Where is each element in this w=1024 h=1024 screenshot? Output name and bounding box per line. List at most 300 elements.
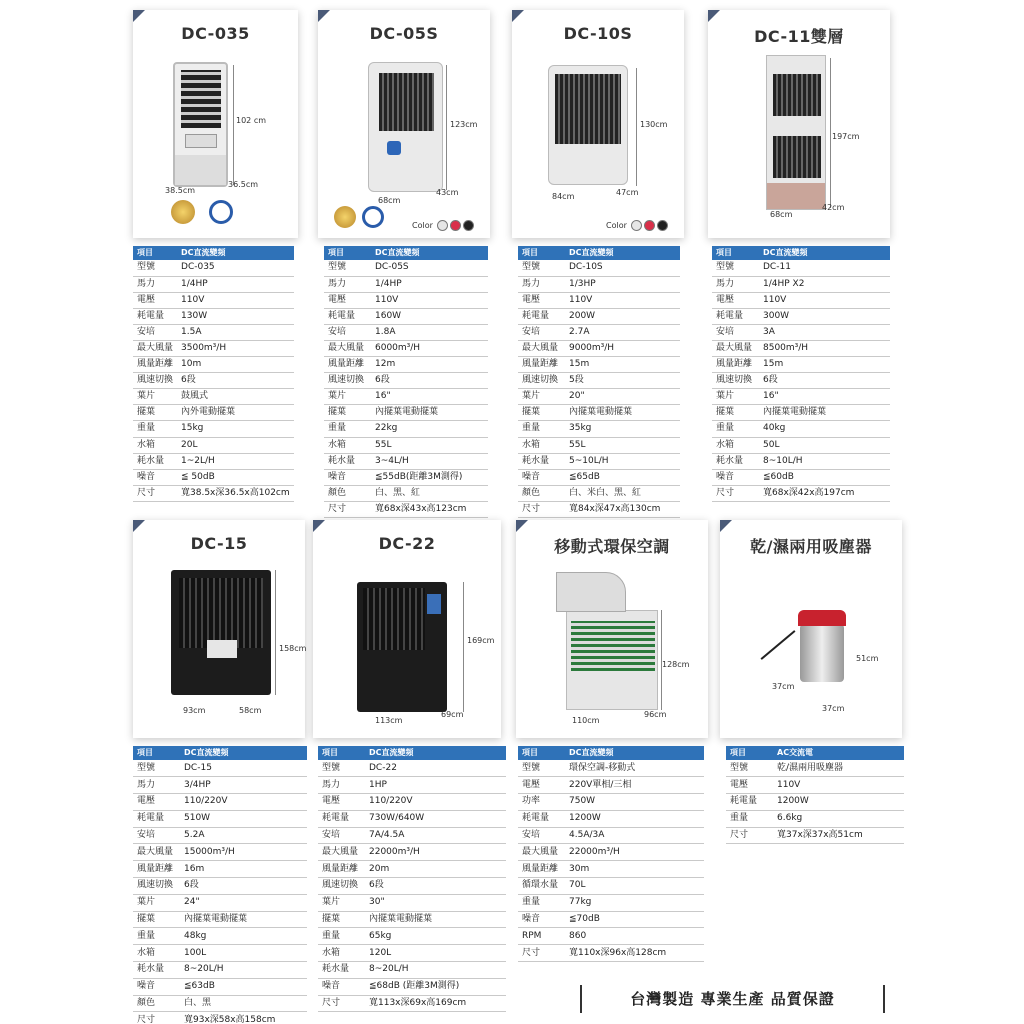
- spec-value: ≦63dB: [180, 978, 307, 995]
- spec-key: 耗電量: [518, 810, 565, 827]
- spec-key: 馬力: [324, 276, 371, 292]
- spec-row: [518, 777, 704, 794]
- spec-key: 安培: [133, 324, 177, 340]
- spec-value: 鼓風式: [177, 389, 294, 405]
- spec-value: 3A: [759, 324, 890, 340]
- spec-row: [518, 911, 704, 928]
- spec-key: 電壓: [324, 292, 371, 308]
- spec-key: 風量距離: [324, 357, 371, 373]
- header-item: 項目: [133, 246, 177, 260]
- spec-key: 耗水量: [518, 453, 565, 469]
- spec-table: [324, 246, 488, 518]
- spec-value: 70L: [565, 878, 704, 895]
- color-swatch-black: [463, 220, 474, 231]
- spec-row: [518, 453, 680, 469]
- spec-key: 風量距離: [518, 357, 565, 373]
- header-type: DC直流變頻: [759, 246, 890, 260]
- spec-key: 馬力: [518, 276, 565, 292]
- corner-mark: [708, 10, 720, 22]
- spec-value: 寬113x深69x高169cm: [365, 995, 506, 1012]
- product-title: 移動式環保空調: [554, 537, 670, 556]
- spec-key: 耗電量: [133, 810, 180, 827]
- spec-value: ≦65dB: [565, 469, 680, 485]
- width-dim: 37cm: [772, 682, 795, 691]
- spec-value: 200W: [565, 308, 680, 324]
- spec-value: 22000m³/H: [365, 844, 506, 861]
- spec-key: 最大風量: [318, 844, 365, 861]
- product-card-mobile-ac: [516, 520, 708, 738]
- spec-key: 安培: [133, 827, 180, 844]
- header-type: DC直流變頻: [565, 246, 680, 260]
- spec-key: 安培: [518, 827, 565, 844]
- spec-value: 1200W: [773, 794, 904, 811]
- spec-key: 電壓: [318, 794, 365, 811]
- spec-value: 內外電動擺葉: [177, 405, 294, 421]
- spec-key: 型號: [726, 760, 773, 777]
- spec-value: ≦68dB (距離3M測得): [365, 978, 506, 995]
- spec-row: [318, 878, 506, 895]
- product-card-dc22: [313, 520, 501, 738]
- product-card-dc15: [133, 520, 305, 738]
- spec-row: [712, 421, 890, 437]
- spec-row: [318, 894, 506, 911]
- spec-row: [133, 794, 307, 811]
- spec-key: 最大風量: [518, 844, 565, 861]
- spec-value: 3/4HP: [180, 777, 307, 794]
- spec-value: 50L: [759, 437, 890, 453]
- award-badge-icon: [334, 206, 356, 228]
- product-title: DC-035: [181, 24, 250, 43]
- spec-row: [133, 453, 294, 469]
- spec-key: 噪音: [133, 469, 177, 485]
- height-dim: 158cm: [279, 644, 307, 653]
- spec-value: 16m: [180, 861, 307, 878]
- color-swatch-white: [631, 220, 642, 231]
- spec-row: [712, 276, 890, 292]
- spec-key: RPM: [518, 928, 565, 945]
- spec-value: 35kg: [565, 421, 680, 437]
- color-options: [606, 220, 668, 231]
- spec-value: 16": [759, 389, 890, 405]
- spec-value: 6.6kg: [773, 810, 904, 827]
- spec-table: [712, 246, 890, 502]
- spec-table: [318, 746, 506, 1012]
- spec-row: [726, 794, 904, 811]
- product-card-dc11: [708, 10, 890, 238]
- spec-row: [518, 308, 680, 324]
- spec-key: 風速切換: [518, 373, 565, 389]
- spec-value: 寬38.5x深36.5x高102cm: [177, 485, 294, 501]
- spec-key: 安培: [712, 324, 759, 340]
- spec-key: 安培: [324, 324, 371, 340]
- spec-key: 耗水量: [324, 453, 371, 469]
- spec-value: 730W/640W: [365, 810, 506, 827]
- spec-value: 110V: [759, 292, 890, 308]
- spec-value: 510W: [180, 810, 307, 827]
- spec-row: [324, 292, 488, 308]
- spec-value: 55L: [565, 437, 680, 453]
- spec-row: [133, 276, 294, 292]
- spec-key: 耗電量: [133, 308, 177, 324]
- spec-row: [133, 945, 307, 962]
- corner-mark: [516, 520, 528, 532]
- spec-key: 電壓: [133, 292, 177, 308]
- spec-key: 擺葉: [133, 405, 177, 421]
- spec-key: 風速切換: [133, 373, 177, 389]
- spec-value: 內擺葉電動擺葉: [759, 405, 890, 421]
- spec-row: [518, 894, 704, 911]
- spec-rows: [518, 260, 680, 518]
- spec-key: 功率: [518, 794, 565, 811]
- product-image: [766, 55, 826, 210]
- spec-rows: [726, 760, 904, 844]
- width-dim: 38.5cm: [165, 186, 196, 195]
- width-dim: 68cm: [770, 210, 793, 219]
- spec-row: [712, 292, 890, 308]
- spec-key: 葉片: [324, 389, 371, 405]
- spec-table: [133, 246, 294, 502]
- depth-dim: 58cm: [239, 706, 262, 715]
- product-title: DC-22: [378, 534, 436, 553]
- spec-row: [324, 469, 488, 485]
- spec-row: [518, 324, 680, 340]
- spec-value: 白、米白、黑、紅: [565, 485, 680, 501]
- width-dim: 113cm: [375, 716, 403, 725]
- spec-value: 110/220V: [365, 794, 506, 811]
- spec-key: 葉片: [712, 389, 759, 405]
- spec-row: [712, 324, 890, 340]
- color-label: Color: [606, 221, 627, 230]
- spec-row: [518, 810, 704, 827]
- spec-value: 內擺葉電動擺葉: [565, 405, 680, 421]
- spec-key: 耗電量: [712, 308, 759, 324]
- spec-value: 22000m³/H: [565, 844, 704, 861]
- spec-key: 風速切換: [712, 373, 759, 389]
- spec-row: [518, 501, 680, 517]
- height-dim: 169cm: [467, 636, 495, 645]
- spec-key: 型號: [133, 760, 180, 777]
- spec-row: [324, 421, 488, 437]
- spec-value: DC-05S: [371, 260, 488, 276]
- spec-key: 水箱: [318, 945, 365, 962]
- spec-key: 風量距離: [133, 357, 177, 373]
- width-dim: 68cm: [378, 196, 401, 205]
- spec-key: 耗水量: [318, 962, 365, 979]
- spec-value: 160W: [371, 308, 488, 324]
- spec-value: 白、黑: [180, 995, 307, 1012]
- spec-key: 電壓: [726, 777, 773, 794]
- spec-value: 130W: [177, 308, 294, 324]
- spec-value: 寬68x深43x高123cm: [371, 501, 488, 517]
- spec-row: [712, 260, 890, 276]
- spec-row: [318, 844, 506, 861]
- depth-dim: 69cm: [441, 710, 464, 719]
- spec-value: 15m: [759, 357, 890, 373]
- spec-value: 860: [565, 928, 704, 945]
- spec-key: 噪音: [518, 911, 565, 928]
- spec-value: 120L: [365, 945, 506, 962]
- spec-row: [518, 485, 680, 501]
- spec-key: 耗水量: [133, 962, 180, 979]
- header-type: AC交流電: [773, 746, 904, 760]
- height-dim: 51cm: [856, 654, 879, 663]
- spec-row: [133, 978, 307, 995]
- spec-value: 30m: [565, 861, 704, 878]
- spec-value: 3500m³/H: [177, 340, 294, 356]
- spec-value: 寬68x深42x高197cm: [759, 485, 890, 501]
- spec-key: 葉片: [133, 894, 180, 911]
- spec-key: 擺葉: [133, 911, 180, 928]
- product-image: [171, 570, 271, 695]
- spec-value: ≦60dB: [759, 469, 890, 485]
- spec-key: 最大風量: [133, 340, 177, 356]
- corner-mark: [133, 10, 145, 22]
- color-swatch-red: [450, 220, 461, 231]
- spec-key: 最大風量: [324, 340, 371, 356]
- spec-key: 顏色: [518, 485, 565, 501]
- spec-value: 15kg: [177, 421, 294, 437]
- spec-key: 馬力: [318, 777, 365, 794]
- header-type: DC直流變頻: [180, 746, 307, 760]
- spec-row: [133, 844, 307, 861]
- spec-value: 220V單相/三相: [565, 777, 704, 794]
- spec-value: 110V: [371, 292, 488, 308]
- spec-value: 110V: [565, 292, 680, 308]
- spec-value: 1/4HP: [177, 276, 294, 292]
- header-type: DC直流變頻: [365, 746, 506, 760]
- spec-value: 6段: [371, 373, 488, 389]
- spec-value: 5段: [565, 373, 680, 389]
- spec-value: 內擺葉電動擺葉: [365, 911, 506, 928]
- spec-row: [324, 324, 488, 340]
- spec-value: 5~10L/H: [565, 453, 680, 469]
- spec-key: 擺葉: [712, 405, 759, 421]
- spec-key: 風速切換: [318, 878, 365, 895]
- color-options: [412, 220, 474, 231]
- spec-row: [318, 794, 506, 811]
- spec-row: [518, 405, 680, 421]
- height-dim: 130cm: [640, 120, 668, 129]
- spec-row: [518, 928, 704, 945]
- product-card-vacuum: [720, 520, 902, 738]
- spec-row: [726, 810, 904, 827]
- spec-value: 110/220V: [180, 794, 307, 811]
- dim-line: [446, 65, 447, 190]
- spec-value: DC-11: [759, 260, 890, 276]
- spec-key: 葉片: [518, 389, 565, 405]
- spec-key: 馬力: [712, 276, 759, 292]
- spec-value: 1/4HP: [371, 276, 488, 292]
- spec-value: 65kg: [365, 928, 506, 945]
- spec-value: ≦55dB(距離3M測得): [371, 469, 488, 485]
- spec-row: [518, 945, 704, 962]
- spec-row: [133, 1012, 307, 1024]
- spec-key: 耗電量: [518, 308, 565, 324]
- spec-row: [518, 878, 704, 895]
- spec-value: 15m: [565, 357, 680, 373]
- duct-image: [556, 572, 626, 612]
- height-dim: 128cm: [662, 660, 690, 669]
- dim-line: [636, 68, 637, 186]
- spec-key: 顏色: [133, 995, 180, 1012]
- spec-key: 電壓: [518, 292, 565, 308]
- header-item: 項目: [518, 746, 565, 760]
- spec-row: [518, 276, 680, 292]
- spec-row: [318, 995, 506, 1012]
- spec-key: 尺寸: [133, 485, 177, 501]
- spec-key: 水箱: [712, 437, 759, 453]
- spec-row: [133, 421, 294, 437]
- spec-row: [324, 485, 488, 501]
- height-dim: 102 cm: [236, 116, 267, 125]
- spec-value: 20L: [177, 437, 294, 453]
- header-item: 項目: [726, 746, 773, 760]
- spec-key: 風速切換: [133, 878, 180, 895]
- spec-value: 6段: [180, 878, 307, 895]
- spec-row: [133, 995, 307, 1012]
- spec-table: [726, 746, 904, 844]
- product-card-dc10s: [512, 10, 684, 238]
- spec-row: [318, 760, 506, 777]
- depth-dim: 47cm: [616, 188, 639, 197]
- spec-key: 重量: [133, 928, 180, 945]
- spec-key: 水箱: [518, 437, 565, 453]
- product-title: 乾/濕兩用吸塵器: [750, 537, 872, 556]
- spec-row: [324, 373, 488, 389]
- spec-value: DC-15: [180, 760, 307, 777]
- spec-key: 葉片: [318, 894, 365, 911]
- corner-mark: [313, 520, 325, 532]
- spec-row: [318, 945, 506, 962]
- spec-table: [133, 746, 307, 1024]
- spec-row: [712, 405, 890, 421]
- spec-value: 6段: [177, 373, 294, 389]
- spec-value: 15000m³/H: [180, 844, 307, 861]
- product-image: [800, 624, 844, 682]
- spec-value: 8500m³/H: [759, 340, 890, 356]
- spec-value: 1/4HP X2: [759, 276, 890, 292]
- dim-line: [275, 570, 276, 695]
- header-item: 項目: [712, 246, 759, 260]
- spec-row: [133, 308, 294, 324]
- spec-key: 水箱: [324, 437, 371, 453]
- product-image: [173, 62, 228, 187]
- spec-row: [133, 405, 294, 421]
- spec-row: [133, 389, 294, 405]
- spec-value: 寬93x深58x高158cm: [180, 1012, 307, 1024]
- spec-value: ≦70dB: [565, 911, 704, 928]
- spec-value: 110V: [177, 292, 294, 308]
- spec-key: 重量: [518, 894, 565, 911]
- spec-row: [133, 777, 307, 794]
- spec-row: [518, 760, 704, 777]
- header-type: DC直流變頻: [177, 246, 294, 260]
- spec-key: 尺寸: [324, 501, 371, 517]
- spec-key: 風量距離: [133, 861, 180, 878]
- spec-value: 環保空調-移動式: [565, 760, 704, 777]
- spec-key: 噪音: [133, 978, 180, 995]
- spec-row: [324, 260, 488, 276]
- spec-row: [324, 389, 488, 405]
- product-image: [566, 610, 658, 710]
- spec-value: 乾/濕兩用吸塵器: [773, 760, 904, 777]
- corner-mark: [318, 10, 330, 22]
- product-card-dc035: [133, 10, 298, 238]
- spec-key: 耗電量: [726, 794, 773, 811]
- spec-row: [318, 911, 506, 928]
- spec-row: [518, 469, 680, 485]
- spec-key: 水箱: [133, 437, 177, 453]
- spec-key: 最大風量: [518, 340, 565, 356]
- spec-key: 尺寸: [133, 1012, 180, 1024]
- spec-row: [712, 437, 890, 453]
- spec-row: [324, 276, 488, 292]
- spec-row: [133, 485, 294, 501]
- spec-row: [133, 878, 307, 895]
- spec-row: [726, 827, 904, 844]
- spec-row: [133, 437, 294, 453]
- spec-row: [324, 405, 488, 421]
- spec-row: [318, 978, 506, 995]
- product-card-dc05s: [318, 10, 490, 238]
- width-dim: 93cm: [183, 706, 206, 715]
- spec-key: 尺寸: [518, 945, 565, 962]
- spec-key: 水箱: [133, 945, 180, 962]
- spec-value: 22kg: [371, 421, 488, 437]
- product-title: DC-05S: [369, 24, 439, 43]
- product-image: [368, 62, 443, 192]
- spec-row: [518, 357, 680, 373]
- spec-row: [712, 389, 890, 405]
- header-item: 項目: [324, 246, 371, 260]
- spec-rows: [518, 760, 704, 962]
- spec-key: 尺寸: [318, 995, 365, 1012]
- spec-value: 16": [371, 389, 488, 405]
- spec-row: [133, 911, 307, 928]
- spec-value: 12m: [371, 357, 488, 373]
- spec-value: 1.8A: [371, 324, 488, 340]
- spec-value: 1/3HP: [565, 276, 680, 292]
- spec-value: 77kg: [565, 894, 704, 911]
- depth-dim: 36.5cm: [228, 180, 259, 189]
- width-dim: 110cm: [572, 716, 600, 725]
- spec-value: 30": [365, 894, 506, 911]
- spec-key: 風量距離: [518, 861, 565, 878]
- spec-rows: [318, 760, 506, 1012]
- spec-value: 2.7A: [565, 324, 680, 340]
- spec-value: 20m: [365, 861, 506, 878]
- spec-value: 6段: [759, 373, 890, 389]
- spec-value: 9000m³/H: [565, 340, 680, 356]
- spec-value: 20": [565, 389, 680, 405]
- dim-line: [233, 65, 234, 185]
- spec-row: [518, 292, 680, 308]
- spec-row: [726, 760, 904, 777]
- spec-value: 24": [180, 894, 307, 911]
- spec-value: 55L: [371, 437, 488, 453]
- spec-key: 重量: [318, 928, 365, 945]
- spec-value: 48kg: [180, 928, 307, 945]
- color-swatch-black: [657, 220, 668, 231]
- header-item: 項目: [518, 246, 565, 260]
- spec-row: [133, 962, 307, 979]
- spec-value: 1~2L/H: [177, 453, 294, 469]
- spec-value: 寬84x深47x高130cm: [565, 501, 680, 517]
- spec-value: 內擺葉電動擺葉: [371, 405, 488, 421]
- certification-mark-icon: [209, 200, 233, 224]
- spec-value: 5.2A: [180, 827, 307, 844]
- spec-key: 噪音: [518, 469, 565, 485]
